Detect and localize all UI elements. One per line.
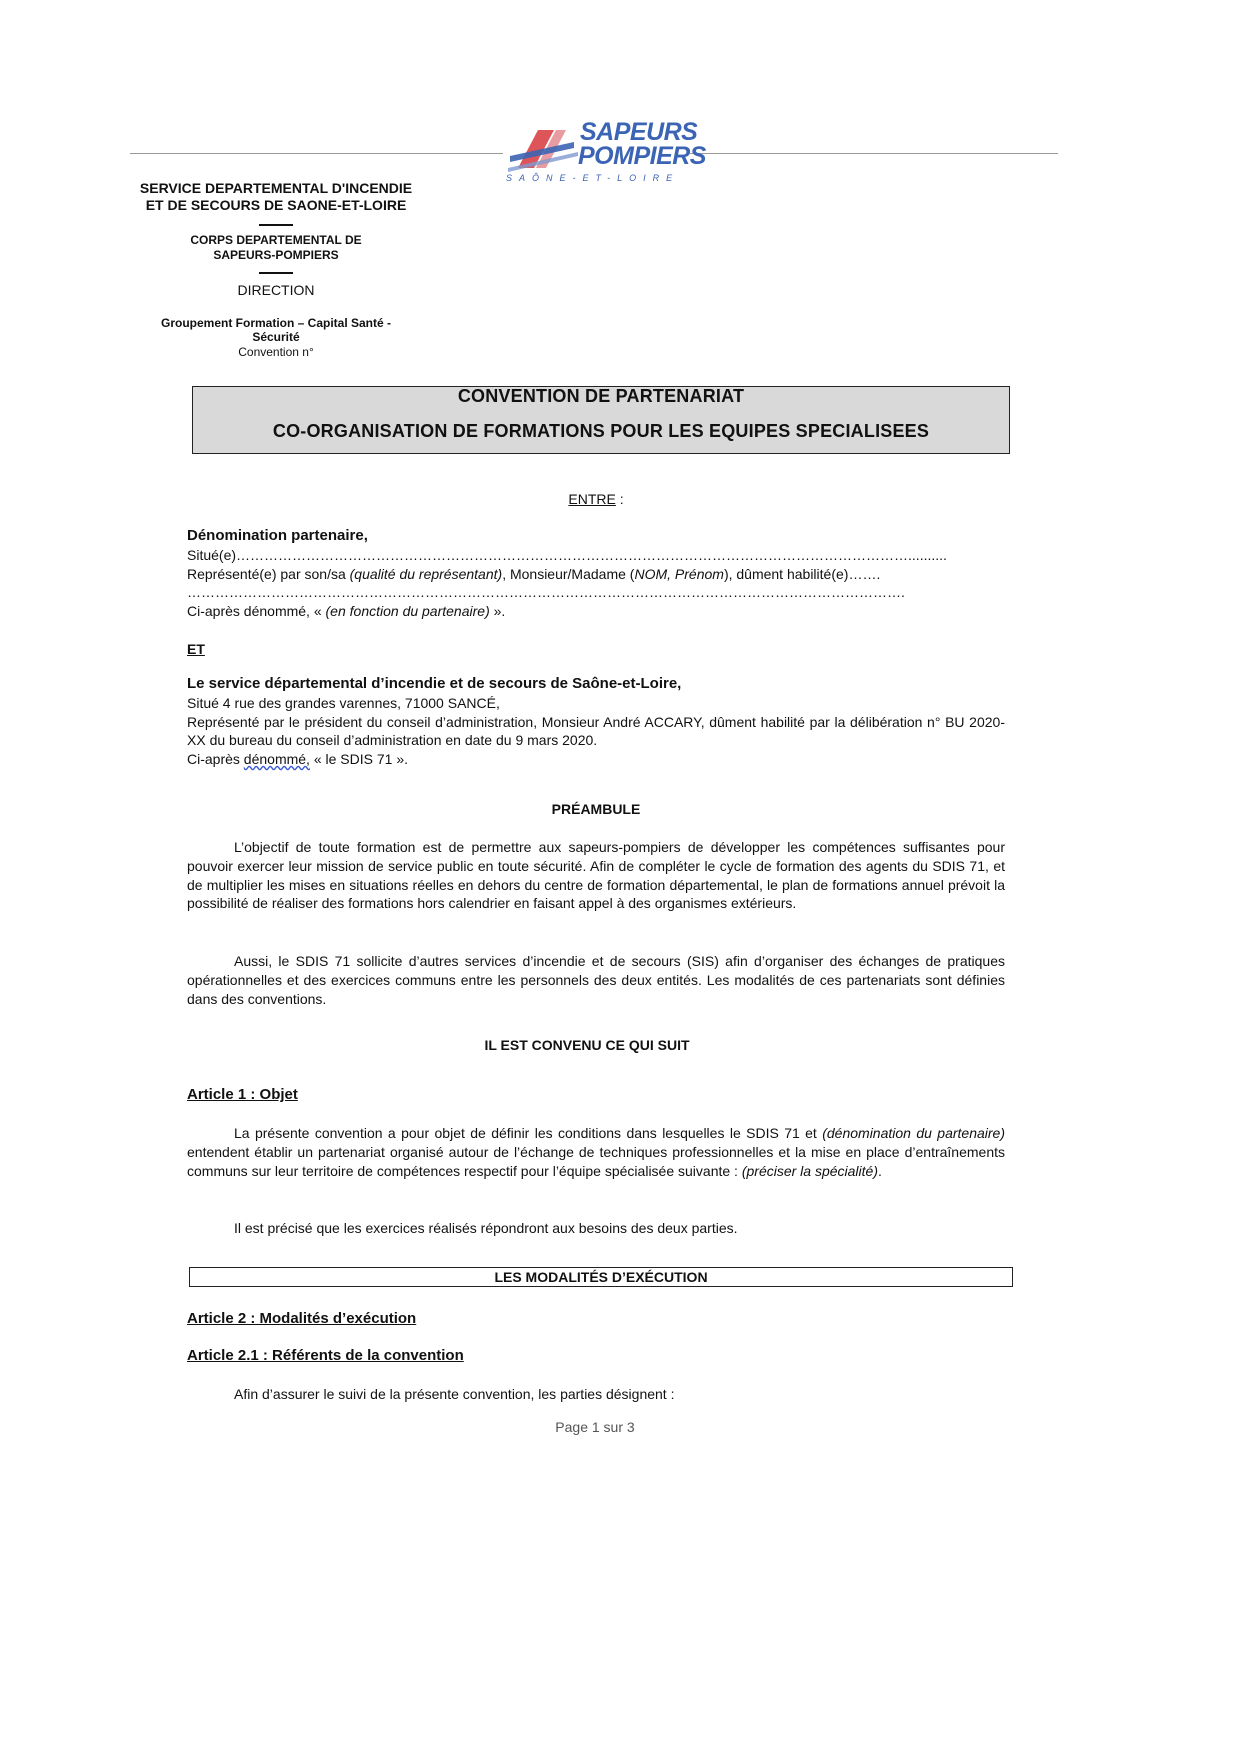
sdis-ci-squiggle: dénommé, (243, 751, 310, 768)
et-label: ET (187, 641, 205, 657)
rep-qualite: (qualité du représentant) (349, 565, 503, 582)
preambule-p1: L’objectif de toute formation est de permettre aux sapeurs-pompiers de développer les compétences suffisantes pour pouvoir exercer leur mission de service public en toute sécurité. Afin de compléter le cycle de formation des agents du SDIS 71, et de multiplier les mises en situations réelles en dehors du centre de formation départemental, le plan de formations annuel prévoit la possibilité de réaliser des formations hors calendrier en faisant appel à des organismes extérieurs. (187, 839, 1005, 912)
ci-prefix: Ci-après dénommé, « (187, 603, 326, 620)
title-box (192, 386, 1010, 454)
entre-heading (187, 490, 1005, 509)
convention-number: Convention n° (238, 345, 314, 359)
header-rule-left (130, 153, 503, 154)
partenaire-ci-apres (187, 602, 1005, 621)
article2-heading: Article 2 : Modalités d’exécution (187, 1310, 417, 1327)
flame-stripes-icon (508, 120, 578, 176)
groupement-name (126, 316, 426, 344)
modalites-box: LES MODALITÉS D’EXÉCUTION (189, 1267, 1013, 1287)
article1-p2: Il est précisé que les exercices réalisés répondront aux besoins des deux parties. (234, 1220, 738, 1236)
org-name-line1: SERVICE DEPARTEMENTAL D'INCENDIE (139, 180, 413, 196)
groupement-line1: Groupement Formation – Capital Santé - (160, 316, 392, 330)
article1-p1-speciality: (préciser la spécialité) (741, 1162, 878, 1179)
rep-prefix: Représenté(e) par son/sa (187, 565, 350, 582)
sapeurs-pompiers-logo (506, 118, 706, 190)
partenaire-name: Dénomination partenaire, (187, 527, 368, 544)
preambule-p2: Aussi, le SDIS 71 sollicite d’autres services d’incendie et de secours (SIS) afin d’organiser des échanges de pratiques opérationnelles et des exercices communs entre les personnels des deux entités. Les modalités de ces partenariats sont définies dans des conventions. (187, 953, 1005, 1007)
ci-italic: (en fonction du partenaire) (325, 603, 490, 620)
sdis-address: Situé 4 rue des grandes varennes, 71000 SANCÉ, (187, 694, 500, 711)
article1-p1-partner: (dénomination du partenaire) (822, 1125, 1005, 1141)
corps-name (126, 233, 426, 263)
rep-nom: NOM, Prénom (634, 565, 724, 582)
article1-p1 (187, 1124, 1005, 1180)
corps-name-line2: SAPEURS-POMPIERS (213, 248, 339, 262)
partenaire-dots: ………………………………………………………………………………………………………………………………………. (187, 584, 905, 601)
partenaire-representant (187, 565, 1005, 584)
preambule-heading: PRÉAMBULE (551, 801, 641, 817)
article1-p1-a: La présente convention a pour objet de définir les conditions dans lesquelles le SDIS 71 et (234, 1125, 823, 1141)
title-line2: CO-ORGANISATION DE FORMATIONS POUR LES EQUIPES SPECIALISEES (272, 421, 930, 441)
title-line1: CONVENTION DE PARTENARIAT (457, 386, 745, 406)
article21-p1: Afin d’assurer le suivi de la présente convention, les parties désignent : (234, 1386, 675, 1402)
sdis-name: Le service départemental d’incendie et de secours de Saône-et-Loire, (187, 675, 682, 692)
article1-heading: Article 1 : Objet (187, 1086, 298, 1103)
logo-text-pompiers: POMPIERS (578, 142, 706, 170)
entre-suffix: : (615, 491, 624, 507)
article1-p1-b: entendent établir un partenariat organisé autour de l’échange de techniques professionnelles et la mise en place d’entraînements communs sur leur territoire de compétences respectif pour l’équipe spécialisée suivante : (187, 1143, 1005, 1179)
partenaire-situe: Situé(e)……………………………………………………………………………………………………………………………….......... (187, 546, 947, 563)
convenu-heading: IL EST CONVENU CE QUI SUIT (484, 1037, 690, 1053)
page-number: Page 1 sur 3 (555, 1419, 635, 1435)
entre-label: ENTRE (568, 491, 616, 507)
sdis-ci-suffix: « le SDIS 71 ». (309, 751, 409, 768)
sdis-block (187, 675, 1005, 769)
sdis-ci-apres (187, 750, 1005, 769)
logo-text-sapeurs: SAPEURS (580, 118, 698, 146)
sdis-ci-prefix: Ci-après (187, 751, 244, 768)
logo-text-region: SAÔNE-ET-LOIRE (506, 173, 680, 183)
corps-name-line1: CORPS DEPARTEMENTAL DE (190, 233, 362, 247)
separator-2 (259, 272, 293, 274)
direction-label: DIRECTION (237, 282, 315, 298)
header-rule-right (690, 153, 1058, 154)
partenaire-block (187, 527, 1005, 621)
article1-p1-c: . (878, 1162, 882, 1179)
org-name (126, 180, 426, 214)
sdis-representant: Représenté par le président du conseil d’administration, Monsieur André ACCARY, dûment habilité par la délibération n° BU 2020-XX du bureau du conseil d’administration en date du 9 mars 2020. (187, 713, 1005, 749)
ci-suffix: ». (489, 603, 506, 620)
org-name-line2: ET DE SECOURS DE SAONE-ET-LOIRE (145, 197, 407, 213)
article21-heading: Article 2.1 : Référents de la convention (187, 1347, 464, 1364)
rep-mid: , Monsieur/Madame ( (502, 565, 635, 582)
rep-suffix: ), dûment habilité(e)……. (723, 565, 881, 582)
separator-1 (259, 224, 293, 226)
groupement-line2: Sécurité (252, 330, 300, 344)
